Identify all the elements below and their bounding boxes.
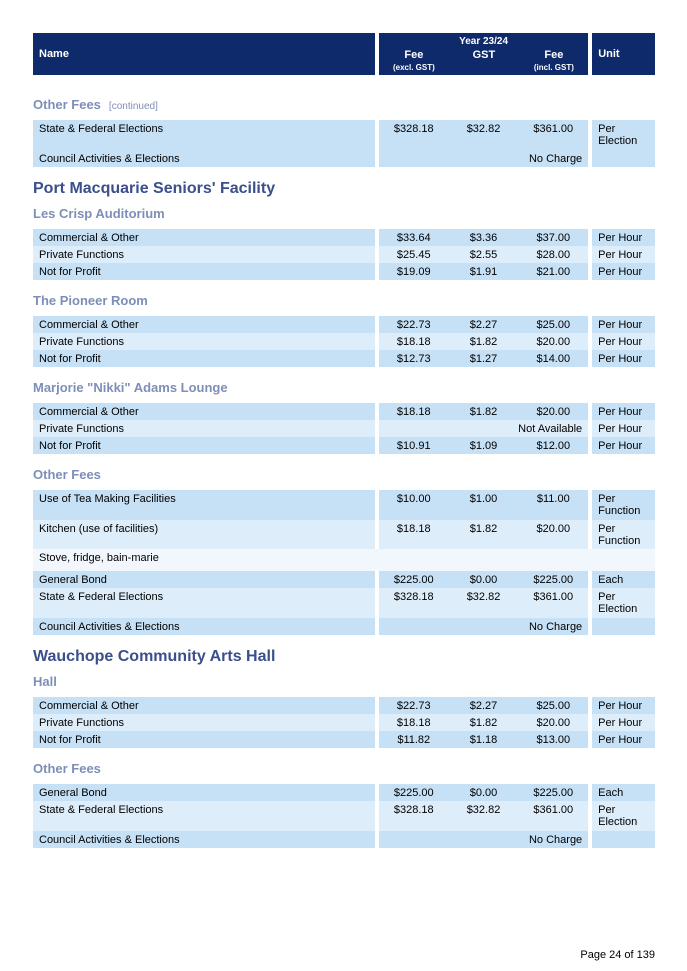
fee-table bbox=[33, 784, 655, 848]
table-row: Not for Profit $12.73 $1.27 $14.00 Per Hour bbox=[33, 350, 655, 367]
table-header bbox=[33, 33, 655, 75]
header-name: Name bbox=[33, 33, 375, 75]
fee-schedule-page bbox=[33, 33, 655, 848]
table-row: State & Federal Elections $328.18 $32.82 $361.00 Per Election bbox=[33, 801, 655, 831]
page-number: Page 24 of 139 bbox=[580, 949, 655, 961]
section-subtitle: Marjorie "Nikki" Adams Lounge bbox=[33, 380, 228, 395]
section-subtitle: Other Fees bbox=[33, 761, 101, 776]
section-title: Port Macquarie Seniors' Facility bbox=[33, 180, 276, 197]
table-row: Use of Tea Making Facilities $10.00 $1.00 $11.00 Per Function bbox=[33, 490, 655, 520]
table-row: Private Functions Not Available Per Hour bbox=[33, 420, 655, 437]
continued-label: [continued] bbox=[108, 101, 158, 112]
table-row: Council Activities & Elections No Charge bbox=[33, 831, 655, 848]
fee-table bbox=[33, 697, 655, 748]
fee-table bbox=[33, 120, 655, 167]
fee-table bbox=[33, 490, 655, 635]
header-unit: Unit bbox=[592, 33, 655, 75]
header-year: Year 23/24 bbox=[459, 36, 509, 47]
table-row: Not for Profit $10.91 $1.09 $12.00 Per Hour bbox=[33, 437, 655, 454]
table-row: Private Functions $18.18 $1.82 $20.00 Per Hour bbox=[33, 333, 655, 350]
section-subtitle: Les Crisp Auditorium bbox=[33, 206, 165, 221]
table-row: Commercial & Other $22.73 $2.27 $25.00 Per Hour bbox=[33, 316, 655, 333]
table-row: Commercial & Other $22.73 $2.27 $25.00 Per Hour bbox=[33, 697, 655, 714]
table-row: State & Federal Elections $328.18 $32.82 $361.00 Per Election bbox=[33, 120, 655, 150]
table-row: General Bond $225.00 $0.00 $225.00 Each bbox=[33, 571, 655, 588]
table-row: Not for Profit $11.82 $1.18 $13.00 Per Hour bbox=[33, 731, 655, 748]
table-row: Private Functions $18.18 $1.82 $20.00 Per Hour bbox=[33, 714, 655, 731]
fee-table bbox=[33, 229, 655, 280]
table-row: General Bond $225.00 $0.00 $225.00 Each bbox=[33, 784, 655, 801]
header-fee-incl: Fee (incl. GST) bbox=[533, 49, 574, 72]
header-fee-excl: Fee (excl. GST) bbox=[392, 49, 435, 72]
table-row: Not for Profit $19.09 $1.91 $21.00 Per Hour bbox=[33, 263, 655, 280]
section-title: Wauchope Community Arts Hall bbox=[33, 648, 276, 665]
header-year-group bbox=[379, 33, 588, 75]
section-subtitle: Hall bbox=[33, 674, 57, 689]
table-row: Commercial & Other $18.18 $1.82 $20.00 Per Hour bbox=[33, 403, 655, 420]
table-row: Council Activities & Elections No Charge bbox=[33, 150, 655, 167]
table-row: Private Functions $25.45 $2.55 $28.00 Per Hour bbox=[33, 246, 655, 263]
fee-table bbox=[33, 403, 655, 454]
table-row: Stove, fridge, bain-marie bbox=[33, 549, 655, 571]
section-subtitle: Other Fees [continued] bbox=[33, 97, 158, 112]
table-row: State & Federal Elections $328.18 $32.82 $361.00 Per Election bbox=[33, 588, 655, 618]
header-gst: GST bbox=[472, 49, 496, 61]
table-row: Commercial & Other $33.64 $3.36 $37.00 Per Hour bbox=[33, 229, 655, 246]
table-row: Council Activities & Elections No Charge bbox=[33, 618, 655, 635]
fee-table bbox=[33, 316, 655, 367]
section-subtitle: Other Fees bbox=[33, 467, 101, 482]
table-row: Kitchen (use of facilities) $18.18 $1.82 $20.00 Per Function bbox=[33, 520, 655, 549]
section-subtitle: The Pioneer Room bbox=[33, 293, 148, 308]
